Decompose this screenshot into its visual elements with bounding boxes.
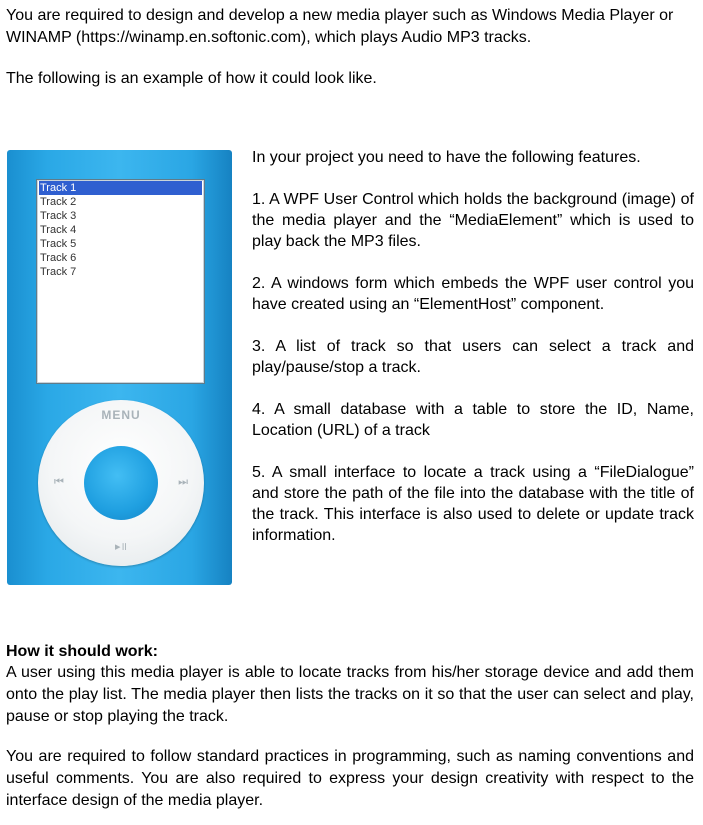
features-intro: In your project you need to have the following features. [252, 149, 641, 166]
intro-paragraph: You are required to design and develop a new media player such as Windows Media Player or WINAMP (https://winamp.en.softonic.com), which plays Audio MP3 tracks. [6, 7, 674, 46]
track-item: Track 7 [40, 266, 77, 278]
previous-icon: ⏮ [54, 476, 64, 488]
play-pause-icon: ▸॥ [114, 541, 128, 553]
feature-item: 1. A WPF User Control which holds the background (image) of the media player and the “MediaElement” which is used to play back the MP3 files. [252, 191, 694, 250]
features-list [252, 147, 694, 546]
how-it-works-heading: How it should work: [6, 643, 158, 660]
center-button [84, 446, 158, 520]
track-item: Track 6 [40, 252, 77, 264]
track-item: Track 2 [40, 196, 77, 208]
how-it-works-text: A user using this media player is able to locate tracks from his/her storage device and add them onto the play list. The media player then lists the tracks on it so that the user can select and play, pause or stop playing the track. [6, 664, 694, 725]
track-item: Track 3 [40, 210, 77, 222]
feature-item: 2. A windows form which embeds the WPF user control you have created using an “ElementHost” component. [252, 275, 694, 313]
feature-item: 3. A list of track so that users can select a track and play/pause/stop a track. [252, 338, 694, 376]
track-item: Track 5 [40, 238, 77, 250]
media-player-illustration [7, 150, 232, 585]
click-wheel [38, 400, 204, 566]
menu-label: MENU [101, 408, 141, 422]
track-item: Track 4 [40, 224, 77, 236]
requirements-paragraph: You are required to follow standard practices in programming, such as naming conventions and useful comments. You are also required to express your design creativity with respect to the interface design of the media player. [6, 748, 694, 809]
feature-item: 5. A small interface to locate a track using a “FileDialogue” and store the path of the file into the database with the title of the track. This interface is also used to delete or update track information. [252, 464, 694, 544]
example-caption: The following is an example of how it could look like. [6, 70, 377, 87]
track-list-screen [36, 179, 205, 384]
feature-item: 4. A small database with a table to store the ID, Name, Location (URL) of a track [252, 401, 694, 439]
track-item: Track 1 [39, 181, 202, 195]
next-icon: ⏭ [178, 476, 188, 488]
